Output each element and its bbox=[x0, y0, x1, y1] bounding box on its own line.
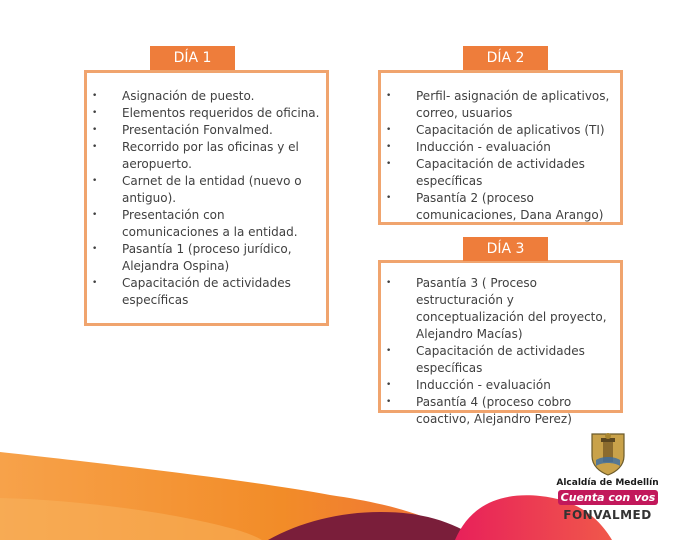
day1-item: • Pasantía 1 (proceso jurídico, Alejandra Ospina) bbox=[92, 241, 322, 275]
alcaldia-logo bbox=[555, 430, 660, 525]
day1-item: • Elementos requeridos de oficina. bbox=[92, 105, 322, 122]
day1-list bbox=[92, 88, 322, 309]
logo-line1: Alcaldía de Medellín bbox=[556, 478, 659, 488]
day1-item: • Capacitación de actividades específicas bbox=[92, 275, 322, 309]
day1-item: • Asignación de puesto. bbox=[92, 88, 322, 105]
day2-item: • Inducción - evaluación bbox=[386, 139, 616, 156]
day3-box bbox=[378, 260, 623, 426]
day1-box bbox=[84, 70, 329, 326]
day2-item: • Capacitación de actividades específicas bbox=[386, 156, 616, 190]
day1-item: • Carnet de la entidad (nuevo o antiguo). bbox=[92, 173, 322, 207]
day2-list bbox=[386, 88, 616, 224]
logo-line2: Cuenta con vos bbox=[558, 490, 658, 505]
day3-item: • Pasantía 4 (proceso cobro coactivo, Alejandro Perez) bbox=[386, 394, 618, 428]
day2-item: • Perfil- asignación de aplicativos, correo, usuarios bbox=[386, 88, 616, 122]
day2-item: • Capacitación de aplicativos (TI) bbox=[386, 122, 616, 139]
day3-item: • Inducción - evaluación bbox=[386, 377, 618, 394]
day2-header: DÍA 2 bbox=[463, 46, 548, 70]
day1-header: DÍA 1 bbox=[150, 46, 235, 70]
day3-item: • Capacitación de actividades específicas bbox=[386, 343, 618, 377]
day3-item: • Pasantía 3 ( Proceso estructuración y conceptualización del proyecto, Alejandro Macías) bbox=[386, 275, 618, 343]
day1-item: • Presentación Fonvalmed. bbox=[92, 122, 322, 139]
coat-of-arms-icon bbox=[588, 430, 628, 476]
day1-item: • Presentación con comunicaciones a la entidad. bbox=[92, 207, 322, 241]
day1-item: • Recorrido por las oficinas y el aeropuerto. bbox=[92, 139, 322, 173]
day2-box bbox=[378, 70, 623, 225]
day2-item: • Pasantía 2 (proceso comunicaciones, Dana Arango) bbox=[386, 190, 616, 224]
day3-list bbox=[386, 275, 618, 428]
day3-header: DÍA 3 bbox=[463, 237, 548, 261]
logo-line3: FONVALMED bbox=[563, 508, 652, 522]
